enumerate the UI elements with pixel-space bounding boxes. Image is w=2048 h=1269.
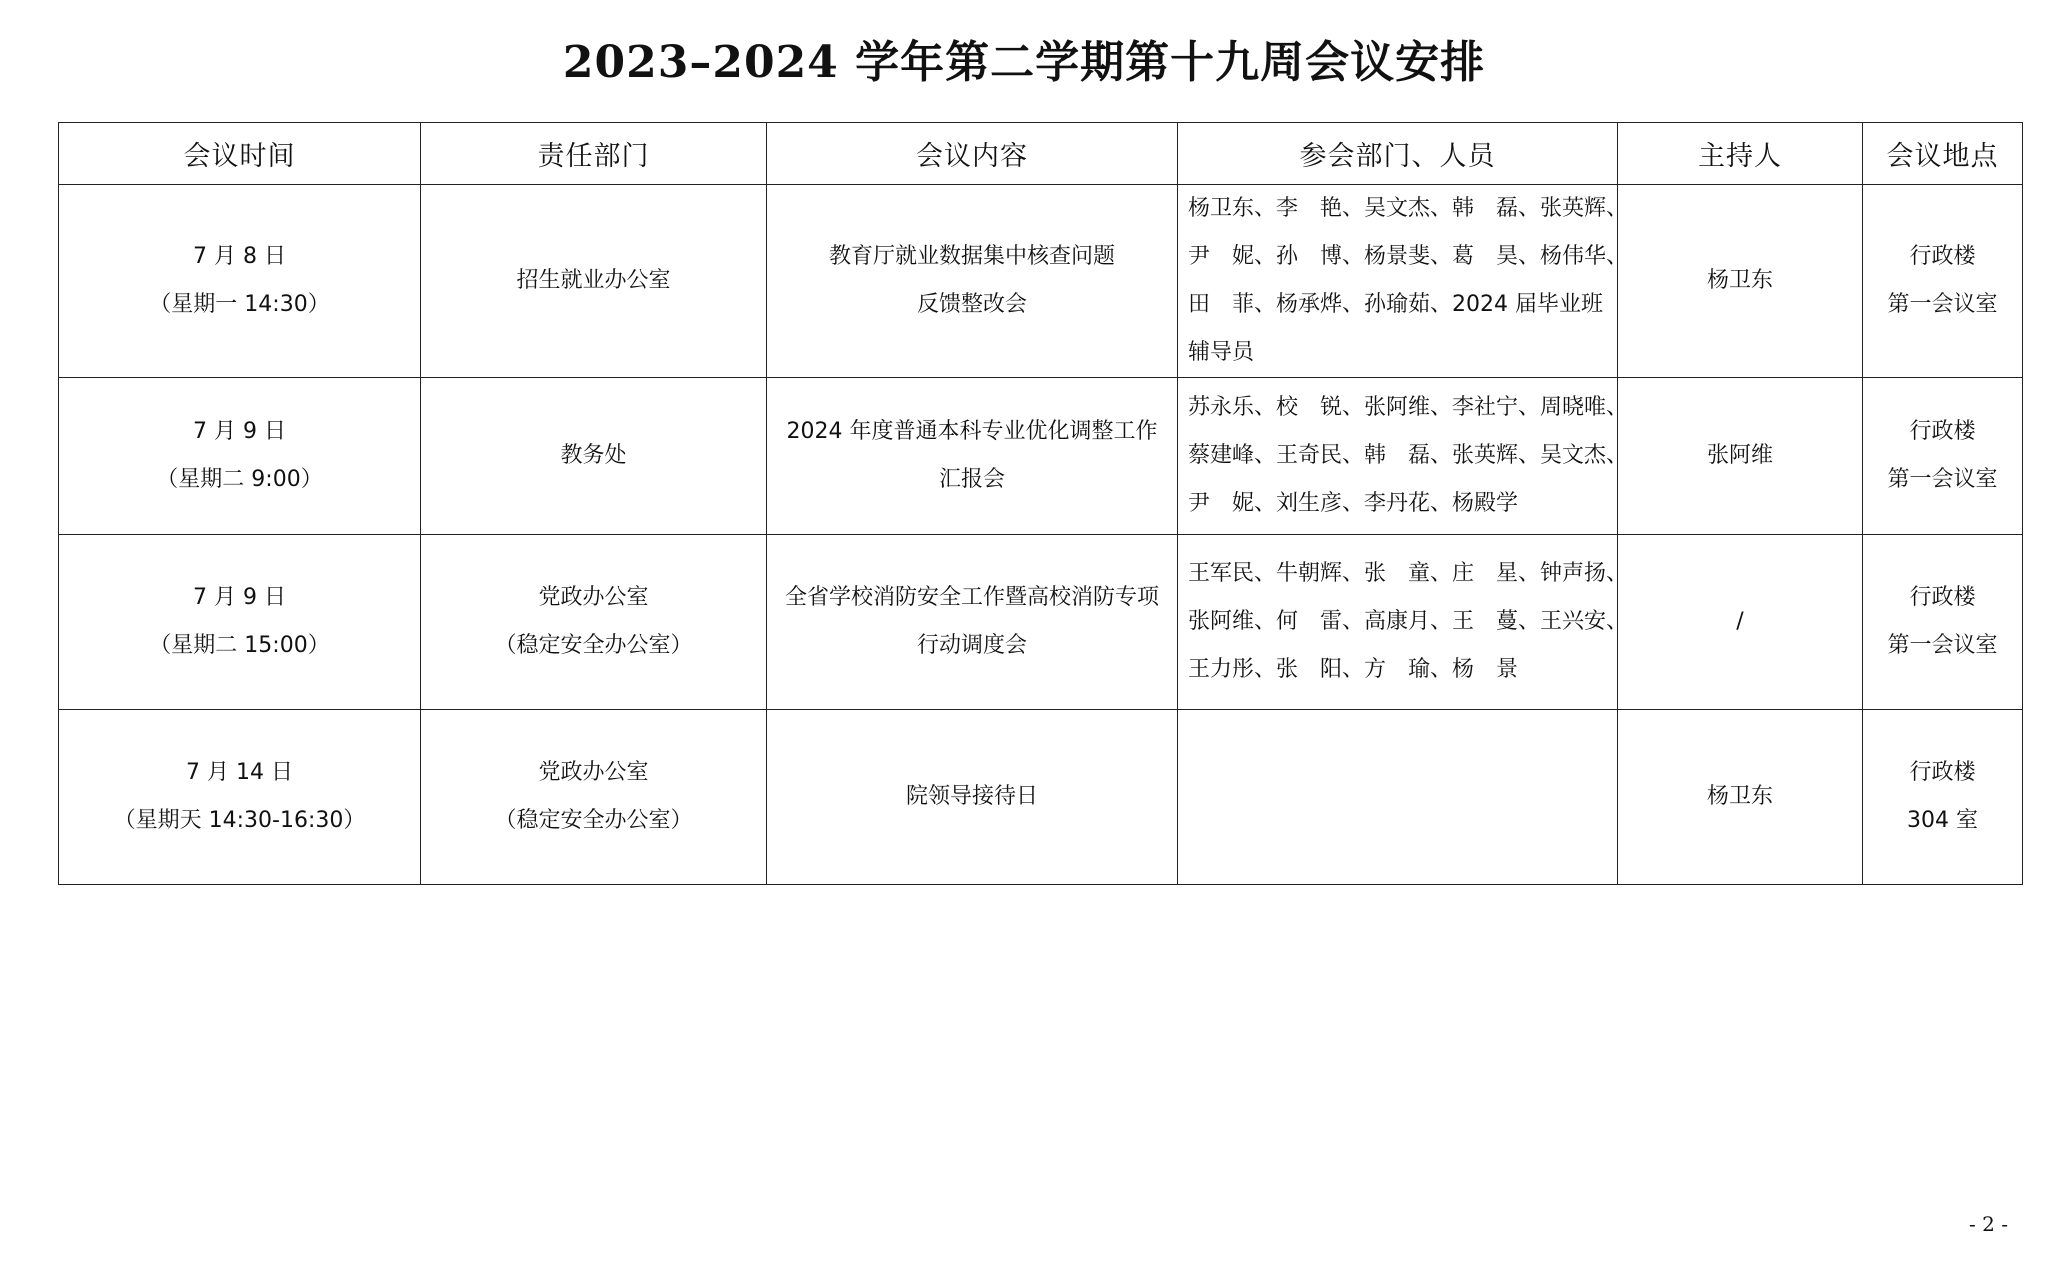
header-attendees: 参会部门、人员: [1178, 123, 1618, 185]
attendees-line: 王力彤、张 阳、方 瑜、杨 景: [1188, 657, 1519, 682]
meeting-weekday-time: （星期二 15:00）: [149, 633, 330, 658]
attendees-cell: [1178, 710, 1618, 885]
table-row: [59, 710, 2023, 885]
meeting-time-cell: [59, 185, 421, 378]
attendees-line: 辅导员: [1188, 340, 1255, 365]
host-name: 张阿维: [1706, 443, 1773, 468]
dept-name: 党政办公室: [538, 760, 649, 785]
content-line: 反馈整改会: [916, 292, 1027, 317]
meeting-content-cell: [767, 710, 1178, 885]
responsible-dept-cell: [421, 535, 767, 710]
meeting-weekday-time: （星期二 9:00）: [156, 467, 323, 492]
meeting-weekday-time: （星期天 14:30-16:30）: [113, 808, 366, 833]
attendees-cell: [1178, 378, 1629, 535]
meeting-date: 7 月 9 日: [193, 419, 286, 444]
location-cell: [1863, 710, 2023, 885]
meeting-date: 7 月 8 日: [193, 244, 286, 269]
attendees-line: 王军民、牛朝辉、张 童、庄 星、钟声扬、: [1188, 561, 1629, 586]
meeting-time-cell: [59, 378, 421, 535]
attendees-line: 田 菲、杨承烨、孙瑜茹、2024 届毕业班: [1188, 292, 1603, 317]
meeting-content-cell: [767, 378, 1178, 535]
host-name: 杨卫东: [1706, 268, 1773, 293]
attendees-cell: [1178, 535, 1629, 710]
responsible-dept-cell: [421, 185, 767, 378]
attendees-line: 杨卫东、李 艳、吴文杰、韩 磊、张英辉、: [1188, 196, 1629, 221]
dept-subname: （稳定安全办公室）: [494, 633, 693, 658]
content-line: 汇报会: [938, 467, 1005, 492]
meeting-date: 7 月 14 日: [186, 760, 293, 785]
responsible-dept-cell: [421, 378, 767, 535]
location-room: 304 室: [1907, 808, 1978, 833]
table-row: [59, 185, 2023, 378]
dept-name: 招生就业办公室: [516, 268, 671, 293]
location-cell: [1863, 535, 2023, 710]
content-line: 院领导接待日: [905, 784, 1038, 809]
meeting-date: 7 月 9 日: [193, 585, 286, 610]
meeting-content-cell: [767, 185, 1178, 378]
header-meeting-content: 会议内容: [767, 123, 1178, 185]
location-building: 行政楼: [1909, 244, 1976, 269]
location-building: 行政楼: [1909, 760, 1976, 785]
attendees-line: 尹 妮、孙 博、杨景斐、葛 昊、杨伟华、: [1188, 244, 1629, 269]
attendees-line: 蔡建峰、王奇民、韩 磊、张英辉、吴文杰、: [1188, 443, 1629, 468]
location-room: 第一会议室: [1887, 292, 1998, 317]
attendees-line: 张阿维、何 雷、高康月、王 蔓、王兴安、: [1188, 609, 1629, 634]
content-line: 全省学校消防安全工作暨高校消防专项: [784, 585, 1159, 610]
header-meeting-time: 会议时间: [59, 123, 421, 185]
meeting-content-cell: [767, 535, 1178, 710]
table-header-row: [59, 123, 2023, 185]
attendees-line: 尹 妮、刘生彦、李丹花、杨殿学: [1188, 491, 1519, 516]
page-number: - 2 -: [1969, 1212, 2008, 1236]
attendees-line: 苏永乐、校 锐、张阿维、李社宁、周晓唯、: [1188, 395, 1629, 420]
table-row: [59, 535, 2023, 710]
header-responsible-dept: 责任部门: [421, 123, 767, 185]
attendees-cell: [1178, 185, 1629, 378]
location-cell: [1863, 378, 2023, 535]
meeting-weekday-time: （星期一 14:30）: [149, 292, 330, 317]
meeting-time-cell: [59, 710, 421, 885]
meeting-schedule-table: [58, 122, 2023, 885]
host-name: 杨卫东: [1706, 784, 1773, 809]
host-cell: [1618, 710, 1863, 885]
location-room: 第一会议室: [1887, 467, 1998, 492]
page-title: 2023–2024 学年第二学期第十九周会议安排: [562, 37, 1486, 88]
location-building: 行政楼: [1909, 585, 1976, 610]
content-line: 教育厅就业数据集中核查问题: [828, 244, 1115, 269]
location-room: 第一会议室: [1887, 633, 1998, 658]
content-line: 行动调度会: [916, 633, 1027, 658]
meeting-time-cell: [59, 535, 421, 710]
header-host: 主持人: [1618, 123, 1863, 185]
content-line: 2024 年度普通本科专业优化调整工作: [786, 419, 1158, 444]
dept-name: 党政办公室: [538, 585, 649, 610]
host-cell: [1618, 378, 1863, 535]
host-cell: [1618, 185, 1863, 378]
responsible-dept-cell: [421, 710, 767, 885]
host-name: /: [1736, 609, 1744, 634]
table-row: [59, 378, 2023, 535]
host-cell: [1618, 535, 1863, 710]
header-location: 会议地点: [1863, 123, 2023, 185]
dept-name: 教务处: [560, 443, 627, 468]
dept-subname: （稳定安全办公室）: [494, 808, 693, 833]
location-building: 行政楼: [1909, 419, 1976, 444]
location-cell: [1863, 185, 2023, 378]
